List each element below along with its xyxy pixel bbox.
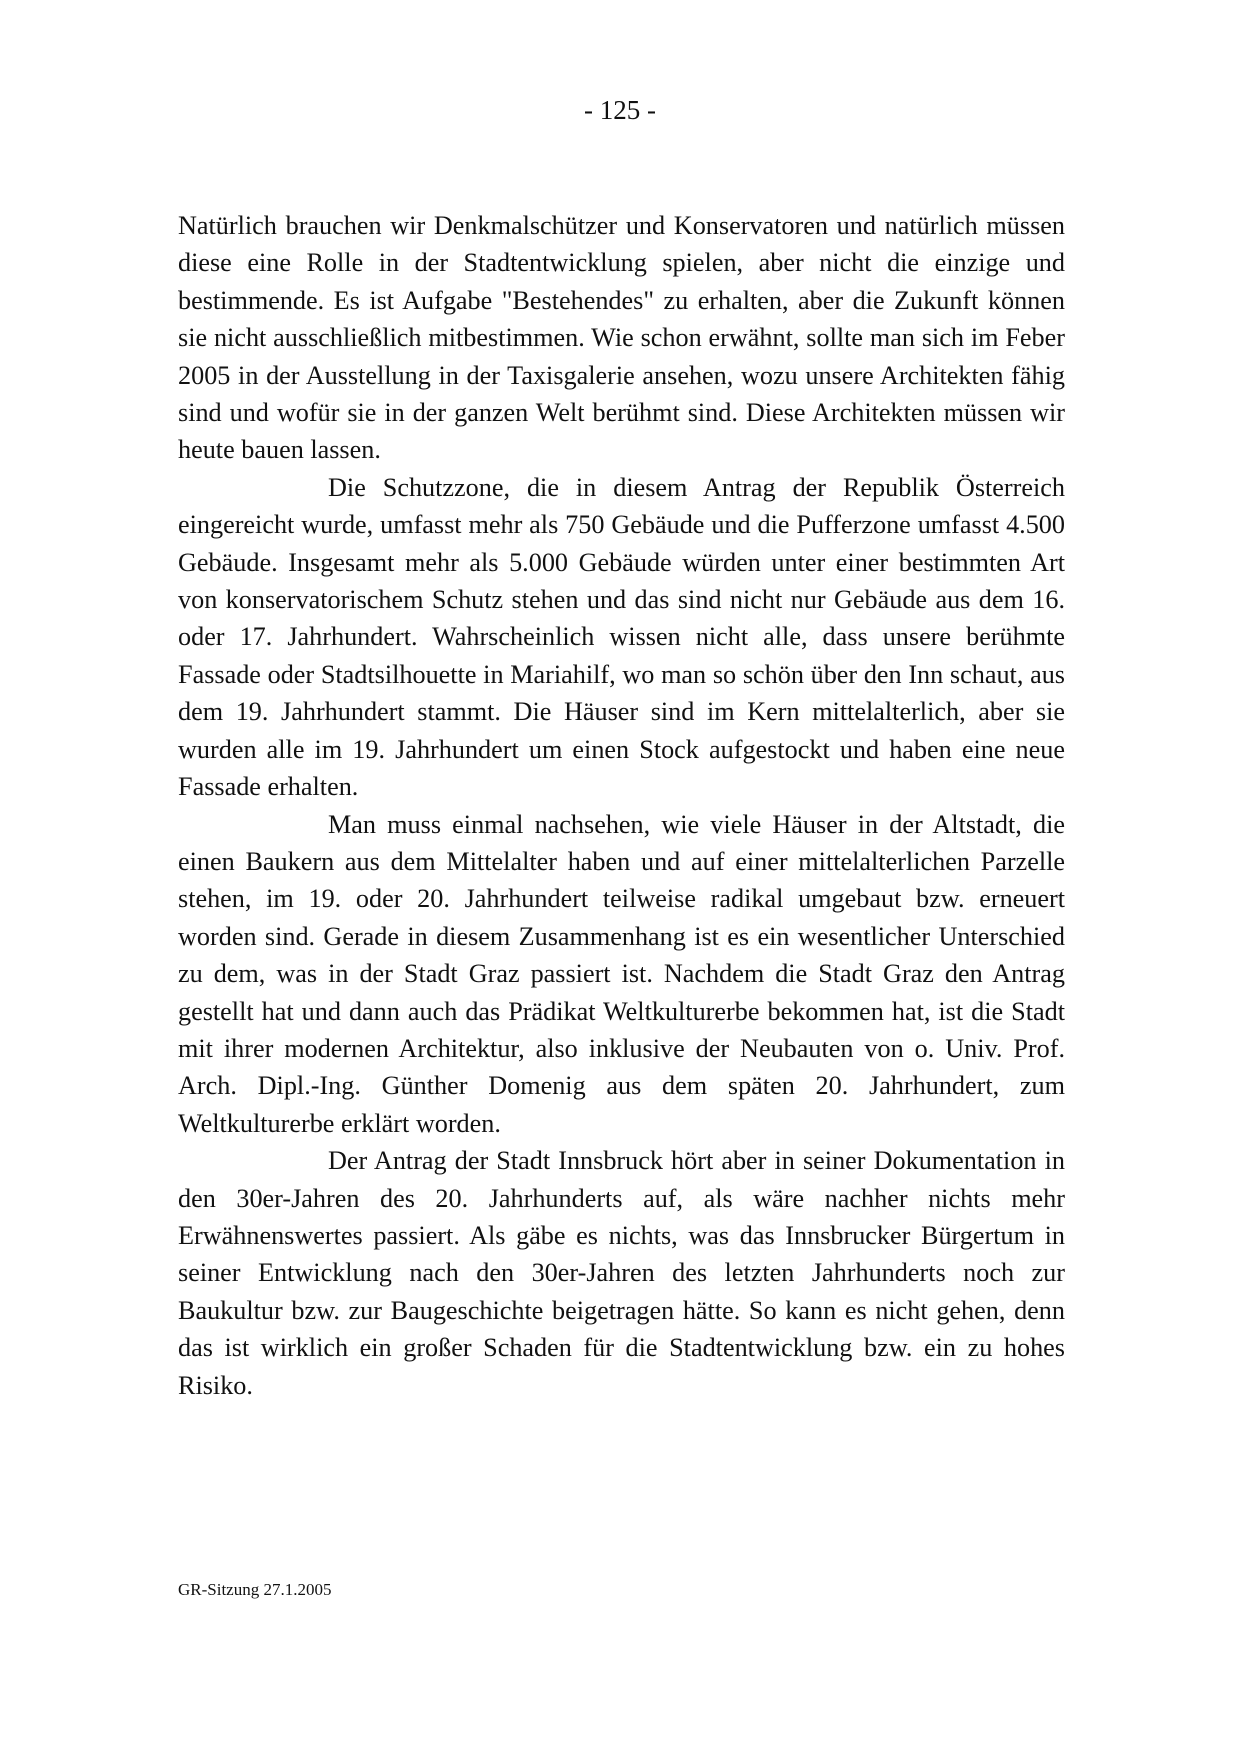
paragraph-4: Der Antrag der Stadt Innsbruck hört aber in seiner Dokumentation in den 30er-Jahren des 20. Jahrhunderts auf, als wäre nachher nichts mehr Erwähnenswertes passiert. Als gäbe es nichts, was das Innsbrucker Bürgertum in seiner Entwicklung nach den 30er-Jahren des letzten Jahrhunderts noch zur Baukultur bzw. zur Baugeschichte beigetragen hätte. So kann es nicht gehen, denn das ist wirklich ein großer Schaden für die Stadtentwicklung bzw. ein zu hohes Risiko.: [178, 1146, 1065, 1400]
page-footer: GR-Sitzung 27.1.2005: [178, 1580, 332, 1599]
paragraph-1: Natürlich brauchen wir Denkmalschützer und Konservatoren und natürlich müssen diese eine Rolle in der Stadtentwicklung spielen, aber nicht die einzige und bestimmende. Es ist Aufgabe "Bestehendes" zu erhalten, aber die Zukunft können sie nicht ausschließlich mitbestimmen. Wie schon erwähnt, sollte man sich im Feber 2005 in der Ausstellung in der Taxisgalerie ansehen, wozu unsere Architekten fähig sind und wofür sie in der ganzen Welt berühmt sind. Diese Architekten müssen wir heute bauen lassen.: [178, 211, 1065, 465]
paragraph-3: Man muss einmal nachsehen, wie viele Häuser in der Altstadt, die einen Baukern aus dem Mittelalter haben und auf einer mittelalterlichen Parzelle stehen, im 19. oder 20. Jahrhundert teilweise radikal umgebaut bzw. erneuert worden sind. Gerade in diesem Zusammenhang ist es ein wesentlicher Unterschied zu dem, was in der Stadt Graz passiert ist. Nachdem die Stadt Graz den Antrag gestellt hat und dann auch das Prädikat Weltkulturerbe bekommen hat, ist die Stadt mit ihrer modernen Architektur, also inklusive der Neubauten von o. Univ. Prof. Arch. Dipl.-Ing. Günther Domenig aus dem späten 20. Jahrhundert, zum Weltkulturerbe erklärt worden.: [178, 809, 1065, 1138]
page-number: - 125 -: [584, 95, 656, 125]
body-text: [178, 207, 1065, 1404]
paragraph-2: Die Schutzzone, die in diesem Antrag der Republik Österreich eingereicht wurde, umfasst mehr als 750 Gebäude und die Pufferzone umfasst 4.500 Gebäude. Insgesamt mehr als 5.000 Gebäude würden unter einer bestimmten Art von konservatorischem Schutz stehen und das sind nicht nur Gebäude aus dem 16. oder 17. Jahrhundert. Wahrscheinlich wissen nicht alle, dass unsere berühmte Fassade oder Stadtsilhouette in Mariahilf, wo man so schön über den Inn schaut, aus dem 19. Jahrhundert stammt. Die Häuser sind im Kern mittelalterlich, aber sie wurden alle im 19. Jahrhundert um einen Stock aufgestockt und haben eine neue Fassade erhalten.: [178, 472, 1065, 802]
